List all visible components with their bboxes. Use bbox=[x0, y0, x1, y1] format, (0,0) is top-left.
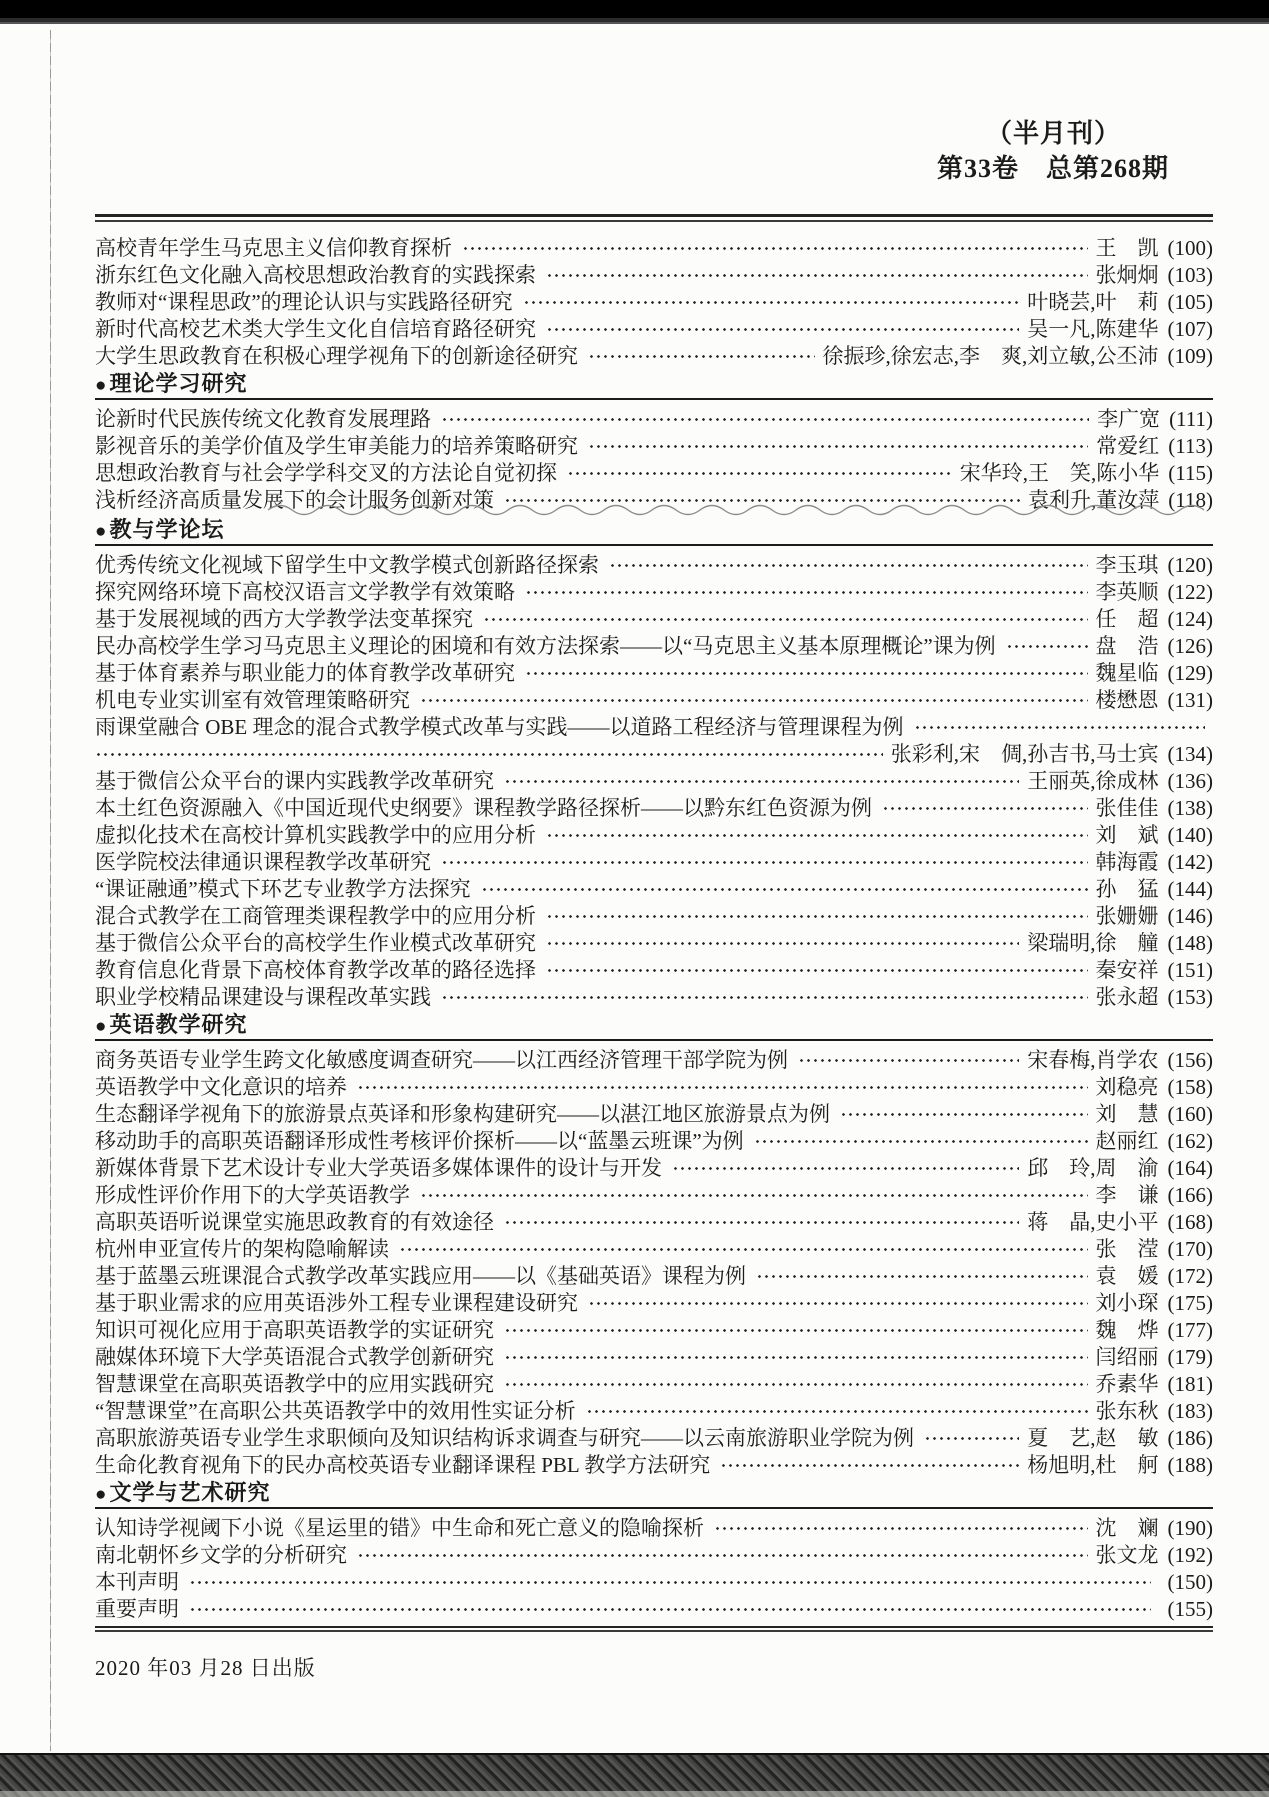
entry-page-number: (107) bbox=[1167, 317, 1213, 341]
entry-authors: 任 超 bbox=[1095, 607, 1159, 631]
toc-entry-row bbox=[95, 1044, 1213, 1071]
dot-leader bbox=[546, 327, 1019, 332]
dot-leader bbox=[504, 1220, 1019, 1225]
scan-artifact-left-edge bbox=[50, 30, 51, 1751]
entry-page-number: (186) bbox=[1167, 1426, 1213, 1450]
dot-leader bbox=[95, 752, 883, 757]
dot-leader bbox=[399, 1247, 1088, 1252]
entry-page-number: (155) bbox=[1167, 1597, 1213, 1621]
dot-leader bbox=[754, 1139, 1088, 1144]
entry-title: 高职旅游英语专业学生求职倾向及知识结构诉求调查与研究——以云南旅游职业学院为例 bbox=[95, 1426, 914, 1450]
entry-title: 高职英语听说课堂实施思政教育的有效途径 bbox=[95, 1210, 494, 1234]
section-title: 文学与艺术研究 bbox=[109, 1480, 271, 1505]
entry-authors: 梁瑞明,徐 艟 bbox=[1027, 931, 1159, 955]
journal-volume-issue: 第33卷 总第268期 bbox=[936, 154, 1169, 183]
dot-leader bbox=[546, 941, 1019, 946]
dot-leader bbox=[525, 671, 1088, 676]
entry-title: “课证融通”模式下环艺专业教学方法探究 bbox=[95, 877, 471, 901]
entry-page-number: (129) bbox=[1167, 661, 1213, 685]
entry-page-number: (192) bbox=[1167, 1543, 1213, 1567]
entry-title: 基于微信公众平台的高校学生作业模式改革研究 bbox=[95, 931, 536, 955]
dot-leader bbox=[546, 914, 1088, 919]
dot-leader bbox=[756, 1274, 1088, 1279]
entry-title: 医学院校法律通识课程教学改革研究 bbox=[95, 850, 431, 874]
section-header bbox=[95, 369, 1213, 400]
dot-leader bbox=[588, 354, 815, 359]
entry-page-number: (179) bbox=[1167, 1345, 1213, 1369]
dot-leader bbox=[357, 1085, 1088, 1090]
entry-authors: 叶晓芸,叶 莉 bbox=[1027, 290, 1159, 314]
entry-authors: 楼懋恩 bbox=[1095, 688, 1159, 712]
toc-entry-row bbox=[95, 819, 1213, 846]
entry-title: 新媒体背景下艺术设计专业大学英语多媒体课件的设计与开发 bbox=[95, 1156, 662, 1180]
toc-entry-row bbox=[95, 1539, 1213, 1566]
entry-authors: 邱 玲,周 渝 bbox=[1027, 1156, 1159, 1180]
entry-page-number: (122) bbox=[1167, 580, 1213, 604]
section-title: 教与学论坛 bbox=[109, 517, 225, 542]
toc-entry-row bbox=[95, 846, 1213, 873]
dot-leader bbox=[441, 860, 1088, 865]
section-bullet-icon: ● bbox=[95, 1016, 108, 1037]
entry-authors: 张炯炯 bbox=[1095, 263, 1159, 287]
dot-leader bbox=[483, 617, 1088, 622]
entry-authors: 张文龙 bbox=[1095, 1543, 1159, 1567]
entry-authors: 常爱红 bbox=[1096, 434, 1160, 458]
toc-entry-row bbox=[95, 576, 1213, 603]
entry-title: 形成性评价作用下的大学英语教学 bbox=[95, 1183, 410, 1207]
entry-page-number: (144) bbox=[1167, 877, 1213, 901]
dot-leader bbox=[914, 725, 1206, 730]
toc-entry-row bbox=[95, 1593, 1213, 1620]
entry-title: 基于发展视域的西方大学教学法变革探究 bbox=[95, 607, 473, 631]
section-header bbox=[95, 1010, 1213, 1041]
entry-page-number: (146) bbox=[1167, 904, 1213, 928]
section-header bbox=[95, 515, 1213, 546]
toc-entry-row bbox=[95, 954, 1213, 981]
entry-page-number: (131) bbox=[1167, 688, 1213, 712]
entry-title: 知识可视化应用于高职英语教学的实证研究 bbox=[95, 1318, 494, 1342]
entry-authors: 张东秋 bbox=[1095, 1399, 1159, 1423]
entry-title: 浅析经济高质量发展下的会计服务创新对策 bbox=[95, 488, 494, 512]
entry-page-number: (156) bbox=[1167, 1048, 1213, 1072]
section-title: 理论学习研究 bbox=[109, 371, 248, 396]
entry-page-number: (153) bbox=[1167, 985, 1213, 1009]
entry-authors: 魏 烨 bbox=[1095, 1318, 1159, 1342]
toc-entry-row bbox=[95, 603, 1213, 630]
toc-entry-row bbox=[95, 1341, 1213, 1368]
entry-title: 本土红色资源融入《中国近现代史纲要》课程教学路径探析——以黔东红色资源为例 bbox=[95, 796, 872, 820]
entry-title: 高校青年学生马克思主义信仰教育探析 bbox=[95, 236, 452, 260]
entry-authors: 王丽英,徐成林 bbox=[1027, 769, 1159, 793]
entry-authors: 袁利升,董汝萍 bbox=[1028, 488, 1160, 512]
entry-title: 虚拟化技术在高校计算机实践教学中的应用分析 bbox=[95, 823, 536, 847]
entry-authors: 李 谦 bbox=[1095, 1183, 1159, 1207]
entry-authors: 袁 媛 bbox=[1095, 1264, 1159, 1288]
entry-authors: 王 凯 bbox=[1095, 236, 1159, 260]
toc-entry-row bbox=[95, 403, 1213, 430]
entry-authors: 刘小琛 bbox=[1095, 1291, 1159, 1315]
dot-leader bbox=[609, 563, 1088, 568]
dot-leader bbox=[441, 417, 1089, 422]
entry-title: “智慧课堂”在高职公共英语教学中的效用性实证分析 bbox=[95, 1399, 576, 1423]
entry-authors: 张永超 bbox=[1095, 985, 1159, 1009]
toc-entry-row bbox=[95, 1512, 1213, 1539]
entry-authors: 宋华玲,王 笑,陈小华 bbox=[959, 461, 1160, 485]
entry-authors: 张佳佳 bbox=[1095, 796, 1159, 820]
entry-authors: 刘 斌 bbox=[1095, 823, 1159, 847]
dot-leader bbox=[189, 1607, 1151, 1612]
dot-leader bbox=[481, 887, 1088, 892]
dot-leader bbox=[546, 833, 1088, 838]
entry-page-number: (138) bbox=[1167, 796, 1213, 820]
entry-page-number: (151) bbox=[1167, 958, 1213, 982]
entry-page-number: (124) bbox=[1167, 607, 1213, 631]
toc-entry-row bbox=[95, 630, 1213, 657]
entry-authors: 刘稳亮 bbox=[1095, 1075, 1159, 1099]
entry-page-number: (150) bbox=[1167, 1570, 1213, 1594]
entry-title: 教育信息化背景下高校体育教学改革的路径选择 bbox=[95, 958, 536, 982]
entry-page-number: (190) bbox=[1167, 1516, 1213, 1540]
bottom-double-rule bbox=[95, 1626, 1213, 1632]
toc-entry-row bbox=[95, 1125, 1213, 1152]
scan-artifact-bottom-band bbox=[0, 1753, 1269, 1797]
dot-leader bbox=[504, 1328, 1088, 1333]
entry-title: 大学生思政教育在积极心理学视角下的创新途径研究 bbox=[95, 344, 578, 368]
toc-entry-row bbox=[95, 1152, 1213, 1179]
entry-title: 基于蓝墨云班课混合式教学改革实践应用——以《基础英语》课程为例 bbox=[95, 1264, 746, 1288]
entry-authors: 吴一凡,陈建华 bbox=[1027, 317, 1159, 341]
dot-leader bbox=[840, 1112, 1088, 1117]
dot-leader bbox=[720, 1463, 1019, 1468]
entry-authors: 徐振珍,徐宏志,李 爽,刘立敏,公丕沛 bbox=[822, 344, 1159, 368]
entry-title: 融媒体环境下大学英语混合式教学创新研究 bbox=[95, 1345, 494, 1369]
toc-entry-row bbox=[95, 711, 1213, 738]
dot-leader bbox=[504, 1382, 1088, 1387]
entry-page-number: (164) bbox=[1167, 1156, 1213, 1180]
publish-date: 2020 年03 月28 日出版 bbox=[95, 1656, 316, 1680]
entry-page-number: (115) bbox=[1168, 461, 1213, 485]
toc-entry-row bbox=[95, 927, 1213, 954]
entry-authors: 杨旭明,杜 舸 bbox=[1027, 1453, 1159, 1477]
dot-leader bbox=[357, 1553, 1088, 1558]
toc-entry-row bbox=[95, 900, 1213, 927]
section-title: 英语教学研究 bbox=[109, 1012, 248, 1037]
entry-page-number: (105) bbox=[1167, 290, 1213, 314]
entry-authors: 赵丽红 bbox=[1095, 1129, 1159, 1153]
entry-page-number: (166) bbox=[1167, 1183, 1213, 1207]
dot-leader bbox=[1006, 644, 1088, 649]
dot-leader bbox=[525, 590, 1088, 595]
toc-entry-row bbox=[95, 430, 1213, 457]
entry-page-number: (140) bbox=[1167, 823, 1213, 847]
dot-leader bbox=[798, 1058, 1019, 1063]
entry-page-number: (168) bbox=[1167, 1210, 1213, 1234]
entry-title: 商务英语专业学生跨文化敏感度调查研究——以江西经济管理干部学院为例 bbox=[95, 1048, 788, 1072]
toc-entry-row bbox=[95, 1071, 1213, 1098]
toc-entry-row bbox=[95, 232, 1213, 259]
toc-entry-row bbox=[95, 1368, 1213, 1395]
entry-title: 智慧课堂在高职英语教学中的应用实践研究 bbox=[95, 1372, 494, 1396]
dot-leader bbox=[567, 471, 952, 476]
toc-entry-row bbox=[95, 1098, 1213, 1125]
entry-title: 本刊声明 bbox=[95, 1570, 179, 1594]
dot-leader bbox=[672, 1166, 1019, 1171]
entry-page-number: (142) bbox=[1167, 850, 1213, 874]
toc-entry-row bbox=[95, 1395, 1213, 1422]
entry-title: 基于职业需求的应用英语涉外工程专业课程建设研究 bbox=[95, 1291, 578, 1315]
entry-title: 生态翻译学视角下的旅游景点英译和形象构建研究——以湛江地区旅游景点为例 bbox=[95, 1102, 830, 1126]
entry-page-number: (188) bbox=[1167, 1453, 1213, 1477]
entry-page-number: (126) bbox=[1167, 634, 1213, 658]
section-bullet-icon: ● bbox=[95, 1484, 108, 1505]
entry-title: 浙东红色文化融入高校思想政治教育的实践探索 bbox=[95, 263, 536, 287]
entry-authors: 乔素华 bbox=[1095, 1372, 1159, 1396]
toc-entry-row bbox=[95, 792, 1213, 819]
entry-authors: 孙 猛 bbox=[1095, 877, 1159, 901]
top-double-rule bbox=[95, 214, 1213, 222]
dot-leader bbox=[189, 1580, 1151, 1585]
entry-authors: 蒋 晶,史小平 bbox=[1027, 1210, 1159, 1234]
entry-authors: 盘 浩 bbox=[1095, 634, 1159, 658]
entry-title: 探究网络环境下高校汉语言文学教学有效策略 bbox=[95, 580, 515, 604]
toc-entry-row bbox=[95, 738, 1213, 765]
entry-page-number: (111) bbox=[1169, 407, 1213, 431]
toc-entry-row bbox=[95, 1179, 1213, 1206]
toc-entry-row bbox=[95, 1566, 1213, 1593]
entry-title: 认知诗学视阈下小说《星运里的错》中生命和死亡意义的隐喻探析 bbox=[95, 1516, 704, 1540]
entry-page-number: (113) bbox=[1168, 434, 1213, 458]
entry-title: 教师对“课程思政”的理论认识与实践路径研究 bbox=[95, 290, 513, 314]
dot-leader bbox=[504, 1355, 1088, 1360]
entry-page-number: (100) bbox=[1167, 236, 1213, 260]
section-header bbox=[95, 1478, 1213, 1509]
entry-title: 论新时代民族传统文化教育发展理路 bbox=[95, 407, 431, 431]
entry-authors: 魏星临 bbox=[1095, 661, 1159, 685]
entry-authors: 闫绍丽 bbox=[1095, 1345, 1159, 1369]
entry-authors: 宋春梅,肖学农 bbox=[1027, 1048, 1159, 1072]
journal-header bbox=[95, 116, 1213, 186]
entry-title: 生命化教育视角下的民办高校英语专业翻译课程 PBL 教学方法研究 bbox=[95, 1453, 711, 1477]
entry-page-number: (162) bbox=[1167, 1129, 1213, 1153]
entry-title: 民办高校学生学习马克思主义理论的困境和有效方法探索——以“马克思主义基本原理概论”课为例 bbox=[95, 634, 996, 658]
entry-authors: 刘 慧 bbox=[1095, 1102, 1159, 1126]
entry-page-number: (136) bbox=[1167, 769, 1213, 793]
dot-leader bbox=[588, 1301, 1088, 1306]
entry-page-number: (181) bbox=[1167, 1372, 1213, 1396]
toc-list bbox=[95, 232, 1213, 1620]
toc-entry-row bbox=[95, 657, 1213, 684]
dot-leader bbox=[420, 698, 1088, 703]
dot-leader bbox=[546, 273, 1088, 278]
entry-authors: 韩海霞 bbox=[1095, 850, 1159, 874]
entry-title: 思想政治教育与社会学学科交叉的方法论自觉初探 bbox=[95, 461, 557, 485]
entry-page-number: (103) bbox=[1167, 263, 1213, 287]
toc-entry-row bbox=[95, 981, 1213, 1008]
toc-entry-row bbox=[95, 765, 1213, 792]
entry-page-number: (118) bbox=[1168, 488, 1213, 512]
toc-entry-row bbox=[95, 549, 1213, 576]
entry-page-number: (109) bbox=[1167, 344, 1213, 368]
entry-title: 新时代高校艺术类大学生文化自信培育路径研究 bbox=[95, 317, 536, 341]
page-content bbox=[95, 0, 1213, 1682]
entry-title: 机电专业实训室有效管理策略研究 bbox=[95, 688, 410, 712]
entry-title: 雨课堂融合 OBE 理念的混合式教学模式改革与实践——以道路工程经济与管理课程为例 bbox=[95, 715, 904, 739]
toc-entry-row bbox=[95, 313, 1213, 340]
entry-page-number: (158) bbox=[1167, 1075, 1213, 1099]
entry-authors: 张彩利,宋 倜,孙吉书,马士宾 bbox=[890, 742, 1159, 766]
entry-page-number: (160) bbox=[1167, 1102, 1213, 1126]
dot-leader bbox=[586, 1409, 1088, 1414]
entry-authors: 沈 斓 bbox=[1095, 1516, 1159, 1540]
entry-title: 基于体育素养与职业能力的体育教学改革研究 bbox=[95, 661, 515, 685]
entry-authors: 张 滢 bbox=[1095, 1237, 1159, 1261]
entry-authors: 李玉琪 bbox=[1095, 553, 1159, 577]
dot-leader bbox=[523, 300, 1020, 305]
toc-entry-row bbox=[95, 1287, 1213, 1314]
entry-page-number: (148) bbox=[1167, 931, 1213, 955]
toc-entry-row bbox=[95, 1314, 1213, 1341]
toc-entry-row bbox=[95, 1449, 1213, 1476]
toc-entry-row bbox=[95, 286, 1213, 313]
entry-page-number: (172) bbox=[1167, 1264, 1213, 1288]
toc-entry-row bbox=[95, 1260, 1213, 1287]
entry-page-number: (177) bbox=[1167, 1318, 1213, 1342]
entry-authors: 张姗姗 bbox=[1095, 904, 1159, 928]
entry-page-number: (120) bbox=[1167, 553, 1213, 577]
dot-leader bbox=[924, 1436, 1019, 1441]
toc-entry-row bbox=[95, 873, 1213, 900]
dot-leader bbox=[504, 779, 1019, 784]
toc-entry-row bbox=[95, 259, 1213, 286]
entry-authors: 李英顺 bbox=[1095, 580, 1159, 604]
entry-title: 优秀传统文化视域下留学生中文教学模式创新路径探索 bbox=[95, 553, 599, 577]
entry-title: 杭州申亚宣传片的架构隐喻解读 bbox=[95, 1237, 389, 1261]
entry-page-number: (175) bbox=[1167, 1291, 1213, 1315]
toc-entry-row bbox=[95, 457, 1213, 484]
entry-title: 英语教学中文化意识的培养 bbox=[95, 1075, 347, 1099]
toc-entry-row bbox=[95, 1233, 1213, 1260]
toc-entry-row bbox=[95, 340, 1213, 367]
toc-entry-row bbox=[95, 1422, 1213, 1449]
toc-entry-row bbox=[95, 1206, 1213, 1233]
entry-authors: 夏 艺,赵 敏 bbox=[1027, 1426, 1159, 1450]
entry-title: 南北朝怀乡文学的分析研究 bbox=[95, 1543, 347, 1567]
dot-leader bbox=[588, 444, 1088, 449]
dot-leader bbox=[546, 968, 1088, 973]
entry-title: 重要声明 bbox=[95, 1597, 179, 1621]
section-bullet-icon: ● bbox=[95, 375, 108, 396]
dot-leader bbox=[882, 806, 1088, 811]
entry-title: 职业学校精品课建设与课程改革实践 bbox=[95, 985, 431, 1009]
dot-leader bbox=[420, 1193, 1088, 1198]
entry-title: 混合式教学在工商管理类课程教学中的应用分析 bbox=[95, 904, 536, 928]
section-bullet-icon: ● bbox=[95, 521, 108, 542]
dot-leader bbox=[441, 995, 1088, 1000]
dot-leader bbox=[462, 246, 1088, 251]
entry-page-number: (183) bbox=[1167, 1399, 1213, 1423]
dot-leader bbox=[714, 1526, 1088, 1531]
entry-title: 影视音乐的美学价值及学生审美能力的培养策略研究 bbox=[95, 434, 578, 458]
entry-authors: 秦安祥 bbox=[1095, 958, 1159, 982]
entry-title: 基于微信公众平台的课内实践教学改革研究 bbox=[95, 769, 494, 793]
journal-frequency: （半月刊） bbox=[985, 119, 1121, 148]
toc-entry-row bbox=[95, 684, 1213, 711]
entry-title: 移动助手的高职英语翻译形成性考核评价探析——以“蓝墨云班课”为例 bbox=[95, 1129, 744, 1153]
entry-authors: 李广宽 bbox=[1097, 407, 1161, 431]
entry-page-number: (134) bbox=[1167, 742, 1213, 766]
entry-page-number: (170) bbox=[1167, 1237, 1213, 1261]
